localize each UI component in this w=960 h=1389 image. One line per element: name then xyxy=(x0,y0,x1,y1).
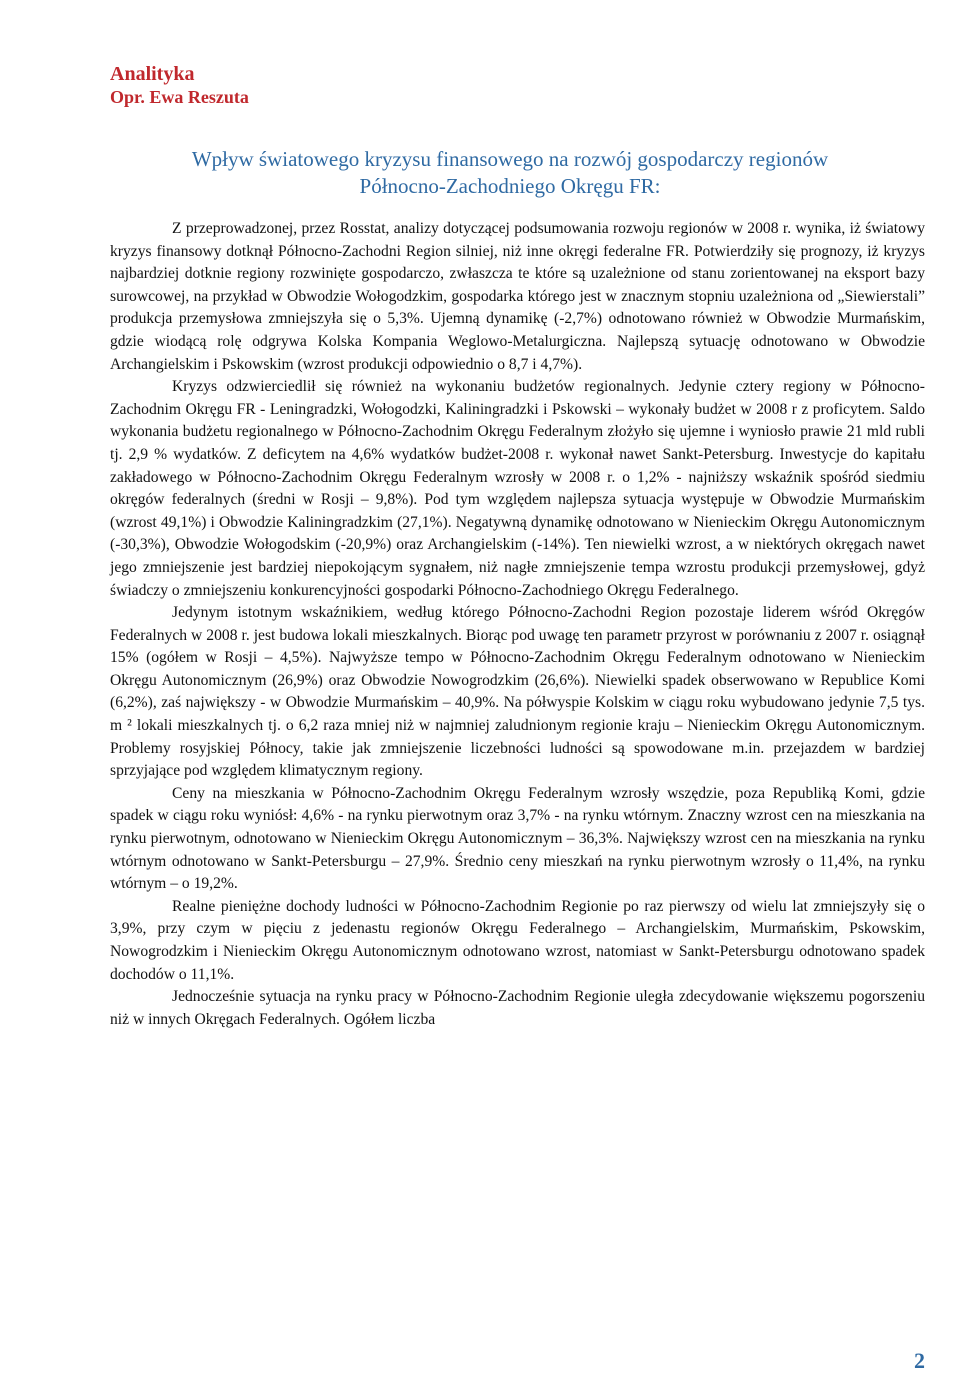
article-body xyxy=(110,218,925,1031)
section-label: Analityka xyxy=(110,63,195,85)
title-line-1: Wpływ światowego kryzysu finansowego na rozwój gospodarczy regionów xyxy=(191,147,829,171)
paragraph-5: Realne pieniężne dochody ludności w Północno-Zachodnim Regionie po raz pierwszy od wielu lat zmniejszyły się o 3,9%, przy czym w pięciu z jedenastu regionów Okręgu Federalnego – Archangielskim, Murmańskim, Pskowskim, Nowogrodzkim i Nienieckim Okręgu Autonomicznym odnotowano wzrost, natomiast w Sankt-Petersburgu odnotowano spadek dochodów o 11,1%. xyxy=(110,897,925,983)
author-line: Opr. Ewa Reszuta xyxy=(110,87,249,107)
paragraph-1: Z przeprowadzonej, przez Rosstat, analizy dotyczącej podsumowania rozwoju regionów w 2008 r. wynika, iż światowy kryzys finansowy dotknął Północno-Zachodni Region silniej, niż inne okręgi federalne FR. Potwierdziły się prognozy, iż kryzys najbardziej dotknie regiony rozwinięte gospodarczo, zwłaszcza te które są uzależnione od stanu zorientowanej na eksport bazy surowcowej, na przykład w Obwodzie Wołogodzkim, gospodarka którego jest w znacznym stopniu uzależniona od „Siewierstali” produkcja przemysłowa zmniejszyła się o 5,3%. Ujemną dynamikę (-2,7%) odnotowano również w Obwodzie Murmańskim, gdzie wiodącą rolę odgrywa Kolska Kompania Weglowo-Metalurgiczna. Najlepszą sytuację odnotowano w Obwodzie Archangielskim i Pskowskim (wzrost produkcji odpowiednio o 8,7 i 4,7%). xyxy=(110,220,925,373)
paragraph-6: Jednocześnie sytuacja na rynku pracy w Północno-Zachodnim Regionie uległa zdecydowanie większemu pogorszeniu niż w innych Okręgach Federalnych. Ogółem liczba xyxy=(110,988,925,1028)
paragraph-2: Kryzys odzwierciedlił się również na wykonaniu budżetów regionalnych. Jedynie cztery regiony w Północno-Zachodnim Okręgu FR - Leningradzki, Wołogodzki, Kaliningradzki i Pskowski – wykonały budżet w 2008 r z proficytem. Saldo wykonania budżetu regionalnego w Północno-Zachodnim Okręgu Federalnym złożyło się ujemne i wyniosło prawie 21 mld rubli tj. 2,9 % wydatków. Z deficytem na 4,6% wydatków budżet-2008 r. wykonał nawet Sankt-Petersburg. Inwestycje do kapitału zakładowego w Północno-Zachodnim Okręgu Federalnym wzrosły w 2008 r. o 1,2% - najniższy wskaźnik spośród siedmiu okręgów federalnych (średni w Rosji – 9,8%). Pod tym względem najlepsza sytuacja występuje w Obwodzie Murmańskim (wzrost 49,1%) i Obwodzie Kaliningradzkim (27,1%). Negatywną dynamikę odnotowano w Nienieckim Okręgu Autonomicznym (-30,3%), Obwodzie Wołogodskim (-20,9%) oraz Archangielskim (-14%). Ten niewielki wzrost, a w niektórych okręgach nawet jego zmniejszenie jest bardziej niepokojącym sygnałem, niż nagłe zmniejszenie tempa wzrostu produkcji przemysłowej, gdyż świadczy o zmniejszeniu konkurencyjności gospodarki Północno-Zachodniego Okręgu Federalnego. xyxy=(110,378,925,599)
header-block xyxy=(110,62,249,108)
paragraph-4: Ceny na mieszkania w Północno-Zachodnim Okręgu Federalnym wzrosły wszędzie, poza Republiką Komi, gdzie spadek w ciągu roku wyniósł: 4,6% - na rynku pierwotnym oraz 3,7% - na rynku wtórnym. Znaczny wzrost cen na mieszkania na rynku pierwotnym, odnotowano w Nienieckim Okręgu Autonomicznym – 36,3%. Największy wzrost cen na mieszkania na rynku wtórnym odnotowano w Sankt-Petersburgu – 27,9%. Średnio ceny mieszkań na rynku pierwotnym wzrosły o 11,4%, na rynku wtórnym – o 19,2%. xyxy=(110,784,925,893)
paragraph-3: Jedynym istotnym wskaźnikiem, według którego Północno-Zachodni Region pozostaje liderem wśród Okręgów Federalnych w 2008 r. jest budowa lokali mieszkalnych. Biorąc pod uwagę ten parametr przyrost w porównaniu z 2007 r. osiągnął 15% (ogółem w Rosji – 4,5%). Najwyższe tempo w Północno-Zachodnim Okręgu Federalnym odnotowano w Nienieckim Okręgu Autonomicznym (26,9%) oraz Obwodzie Nowogrodzkim (26,6%). Niewielki spadek obserwowano w Republice Komi (6,2%), zaś największy - w Obwodzie Murmańskim – 40,9%. Na półwyspie Kolskim w ciągu roku wybudowano jedynie 7,5 tys. m ² lokali mieszkalnych tj. o 6,2 raza mniej niż w najmniej zaludnionym regionie kraju – Nienieckim Okręgu Autonomicznym. Problemy rosyjskiej Północy, takie jak zmniejszenie liczebności ludności są spowodowane m.in. przejazdem w bardziej sprzyjające pod względem klimatycznym regiony. xyxy=(110,604,925,780)
title-line-2: Północno-Zachodniego Okręgu FR: xyxy=(359,174,661,198)
page-number: 2 xyxy=(914,1348,925,1373)
article-title xyxy=(60,146,960,200)
